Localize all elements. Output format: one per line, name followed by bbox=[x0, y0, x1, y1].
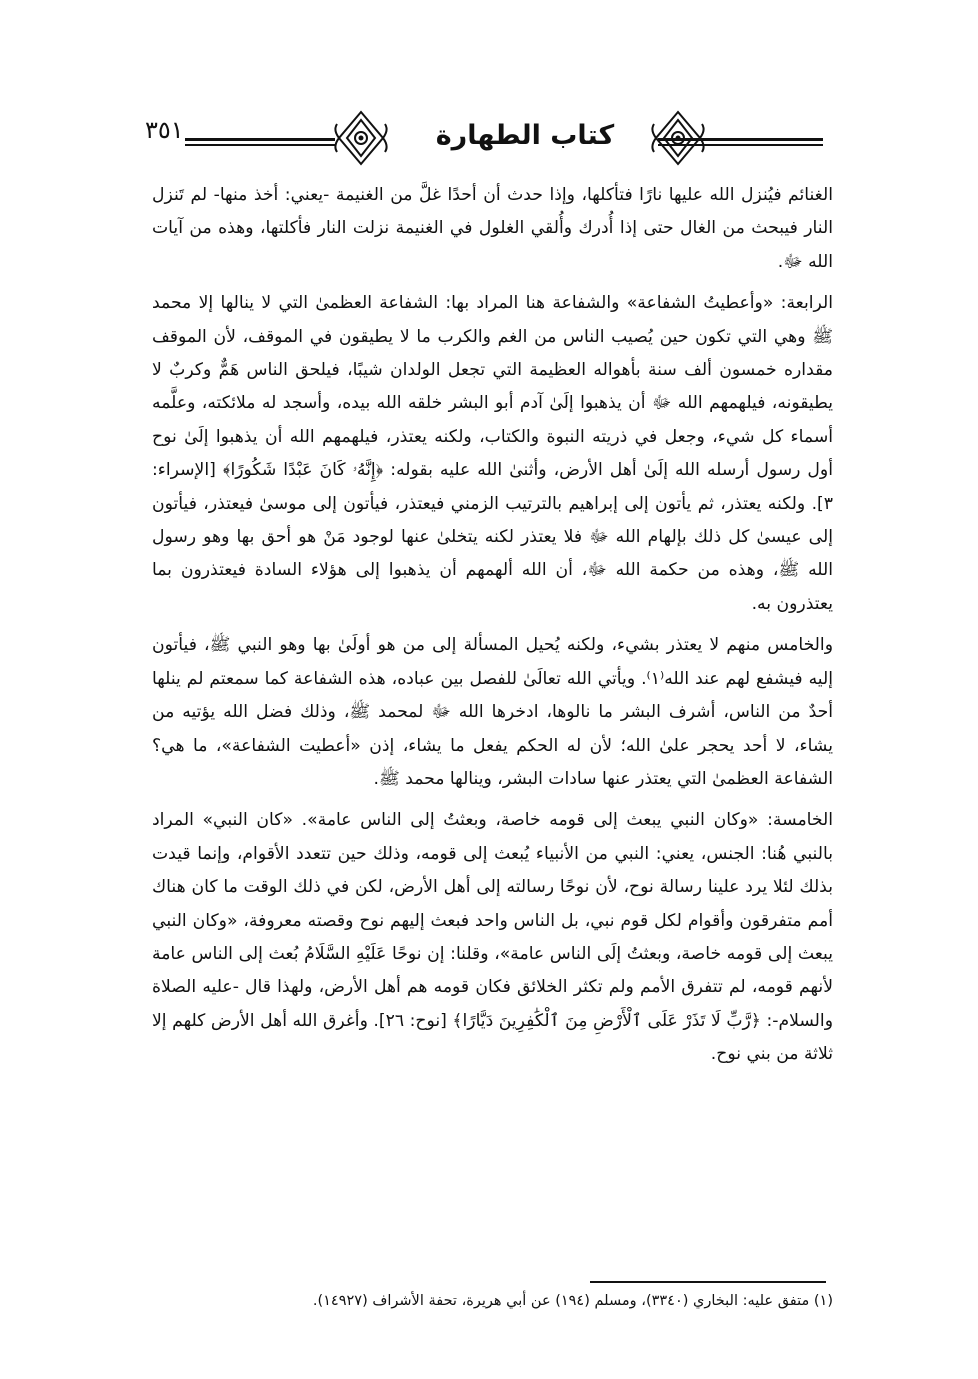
paragraph-1: الغنائم فيُنزل الله عليها نارًا فتأكلها، وإذا حدث أن أحدًا غلَّ من الغنيمة -يعني: أخذ منها- لم تَنزل النار فيبحث من الغال حتى إذا أُدرك وأُلقي الغلول في الغنيمة نزلت النار فأكلتها، وهذه من آيات الله ﷻ. bbox=[152, 185, 833, 272]
paragraph-4: الخامسة: «وكان النبي يبعث إلى قومه خاصة، وبعثتُ إلى الناس عامة». «كان النبي» المراد بالنبي هُنا: الجنس، يعني: النبي من الأنبياء يُبعث إلى قومه، وذلك حين تتعدد الأقوام، وإنما قيدت بذلك لئلا يرد علينا رسالة نوح، لأن نوحًا رسالته إلى أهل الأرض، لكن في ذلك الوقت ما كان هناك أمم متفرقون وأقوام لكل قوم نبي، بل الناس واحد فبعث إليهم نوح وقصته معروفة، «وكان النبي يبعث إلى قومه خاصة، وبعثتُ إلَى الناس عامة»، وقلنا: إن نوحًا عَلَيْهِ السَّلَامُ بُعث إلى الناس عامة لأنهم قومه، لم تتفرق الأمم ولم تكثر الخلائق فكان قومه هم أهل الأرض، ولهذا قال -عليه الصلاة والسلام-: ﴿رَّبِّ لَا تَذَرْ عَلَى ٱلْأَرْضِ مِنَ ٱلْكَٰفِرِينَ دَيَّارًا﴾ [نوح: ٢٦]. وأغرق الله أهل الأرض كلهم إلا ثلاثة من بني نوح. bbox=[152, 810, 833, 1065]
paragraph-3: والخامس منهم لا يعتذر بشيء، ولكنه يُحيل المسألة إلى من هو أولَىٰ بها وهو النبي ﷺ، فيأتون إليه فيشفع لهم عند الله⁽١⁾. ويأتي الله تعالَىٰ للفصل بين عباده، هذه الشفاعة كما سمعتم لم ينلها أحدٌ من الناس، أشرف البشر ما نالوها، ادخرها الله ﷻ لمحمد ﷺ، وذلك فضل الله يؤتيه من يشاء، لا أحد يحجر علىٰ الله؛ لأن له الحكم يفعل ما يشاء، إذن «أعطيت الشفاعة»، ما هي؟ الشفاعة العظمىٰ التي يعتذر عنها سادات البشر، وينالها محمد ﷺ. bbox=[152, 635, 834, 789]
footnote-divider bbox=[590, 1281, 826, 1283]
page-header bbox=[145, 108, 823, 168]
book-title: كتاب الطهارة bbox=[435, 120, 615, 151]
paragraph-2: الرابعة: «وأعطيتُ الشفاعة» والشفاعة هنا المراد بها: الشفاعة العظمىٰ التي لا ينالها إلا محمد ﷺ وهي التي تكون حين يُصيب الناس من الغم والكرب ما لا يطيقون في الموقف، لأن الموقف مقداره خمسون ألف سنة بأهواله العظيمة التي تجعل الولدان شيبًا، فيلحق الناس هَمٌّ وكربٌ لا يطيقونه، فيلهمهم الله ﷻ أن يذهبوا إلَىٰ آدم أبو البشر خلقه الله بيده، وأسجد له ملائكته، وعلَّمه أسماء كل شيء، وجعل في ذريته النبوة والكتاب، ولكنه يعتذر، فيلهمهم الله أن يذهبوا إلَىٰ نوح أول رسول أرسله الله إلَىٰ أهل الأرض، وأثنىٰ الله عليه بقوله: ﴿إِنَّهُۥ كَانَ عَبْدًا شَكُورًا﴾ [الإسراء: ٣]. ولكنه يعتذر، ثم يأتون إلى إبراهيم بالترتيب الزمني فيعتذر، فيأتون إلى موسىٰ فيعتذر، فيأتون إلى عيسىٰ كل ذلك بإلهام الله ﷻ فلا يعتذر لكنه يتخلىٰ عنها لوجود مَنْ هو أحق بها وهو رسول الله ﷺ، وهذه من حكمة الله ﷻ، أن الله ألهمهم أن يذهبوا إلى هؤلاء السادة فيعتذرون بما يعتذرون به. bbox=[152, 293, 833, 614]
header-rule-left-thin bbox=[185, 144, 335, 146]
header-rule-left bbox=[185, 138, 335, 141]
page-number: ٣٥١ bbox=[145, 116, 184, 144]
footnote: (١) متفق عليه: البخاري (٣٣٤٠)، ومسلم (١٩٤) عن أبي هريرة، تحفة الأشراف (١٤٩٢٧). bbox=[312, 1293, 833, 1309]
header-rule-right-thin bbox=[658, 144, 823, 146]
ornament-left-icon bbox=[333, 108, 389, 168]
main-text bbox=[152, 179, 833, 1080]
header-rule-right bbox=[658, 138, 823, 141]
